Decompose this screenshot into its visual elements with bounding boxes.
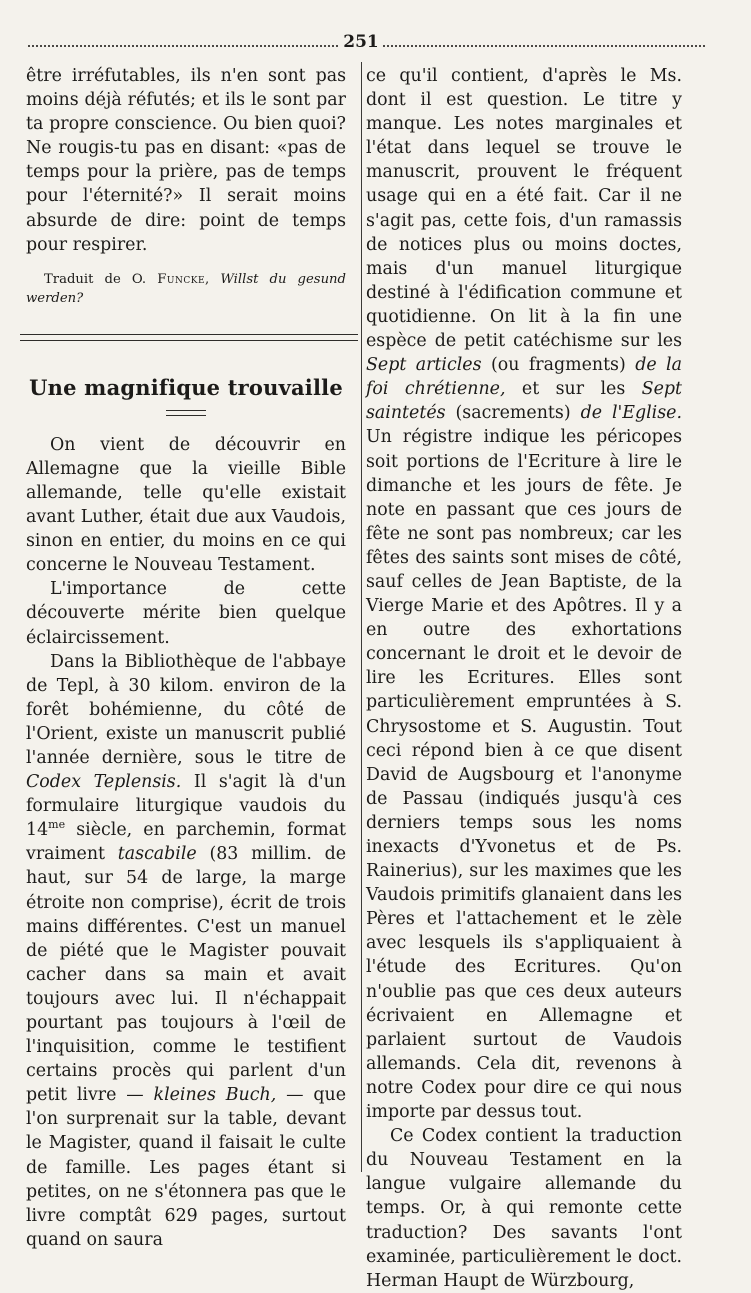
text-run: Un régistre indique les péricopes soit portions de l'Ecriture à lire le dimanche et les jours de fête. Je note en passant que ces jours de fête ne sont pas nombreux; car les fêtes des saints sont mises de côté, sauf celles de Jean Baptiste, de la Vierge Marie et des Apôtres. Il y a en outre des exhortations concernant le droit et le devoir de lire les Ecritures. Elles sont particulièrement empruntées à S. Chrysostome et S. Augustin. Tout ceci répond bien à ce que disent David de Augsbourg et l'anonyme de Passau (indiqués jusqu'à ces derniers temps sous les noms inexacts d'Yvonetus et de Ps. Rainerius), sur les maximes que les Vaudois primitifs glanaient dans les Pères et l'attachement et le zèle avec lesquels ils s'appliquaient à l'étude des Ecritures. Qu'on n'oublie pas que ces deux auteurs écrivaient en Allemagne et parlaient surtout de Vaudois allemands. Cela dit, revenons à notre Codex pour dire ce qui nous importe par dessus tout. xyxy=(366,427,682,1123)
page-header xyxy=(8,30,743,60)
header-rule-left xyxy=(28,45,338,47)
text-run: Sept articles xyxy=(366,355,482,376)
title-ornament xyxy=(166,410,206,416)
text-run: Sept saintetés xyxy=(366,379,682,424)
header-rule-right xyxy=(383,45,705,47)
attribution xyxy=(26,270,346,308)
text-run: siècle, en parchemin, format vraiment xyxy=(26,820,346,865)
text-run: Willst du gesund werden? xyxy=(26,271,346,306)
continued-paragraph xyxy=(26,64,346,257)
text-run: kleines Buch, xyxy=(153,1085,277,1106)
text-run: (83 millim. de haut, sur 54 de large, la marge étroite non comprise), écrit de trois mains différentes. C'est un manuel de piété que le Magister pouvait cacher dans sa main et avait toujours avec lui. Il n'échappait pourtant pas toujours à l'œil de l'inquisition, comme le testifient certains procès qui parlent d'un petit livre — xyxy=(26,844,346,1106)
text-run: L'importance de cette découverte mérite bien quelque éclaircissement. xyxy=(26,579,346,648)
paragraph xyxy=(26,650,346,1252)
text-run: (ou fragments) xyxy=(481,355,636,376)
text-run: , xyxy=(205,271,221,287)
right-column xyxy=(366,64,682,1293)
article-title: Une magnifique trouvaille xyxy=(29,374,343,400)
text-run: Codex Teplensis. xyxy=(26,772,182,793)
text-run: Il s'agit là d'un formulaire liturgique vaudois du 14 xyxy=(26,772,347,841)
page-number: 251 xyxy=(343,32,379,52)
text-run: (sacrements) xyxy=(445,403,581,424)
section-divider xyxy=(20,334,358,341)
text-run: être irréfutables, ils n'en sont pas moins déjà réfutés; et ils le sont par ta propre conscience. Ou bien quoi? Ne rougis-tu pas en disant: «pas de temps pour la prière, pas de temps pour l'éternité?» Il serait moins absurde de dire: point de temps pour respirer. xyxy=(26,66,346,255)
paragraph xyxy=(26,577,346,649)
text-run: de l'Eglise. xyxy=(580,403,682,424)
text-run: On vient de découvrir en Allemagne que la vieille Bible allemande, telle qu'elle existait avant Luther, était due aux Vaudois, sinon en entier, du moins en ce qui concerne le Nouveau Testament. xyxy=(26,434,346,576)
left-column xyxy=(26,64,346,1252)
text-run: ce qu'il contient, d'après le Ms. dont il est question. Le titre y manque. Les notes marginales et l'état dans lequel se trouve le manuscrit, prouvent le fréquent usage qui en a été fait. Car il ne s'agit pas, cette fois, d'un ramassis de notices plus ou moins doctes, mais d'un manuel liturgique destiné à l'édification commune et quotidienne. On lit à la fin une espèce de petit catéchisme sur les xyxy=(366,66,682,352)
paragraph xyxy=(26,433,346,578)
text-run: de la foi chrétienne, xyxy=(366,355,682,400)
text-run: me xyxy=(48,818,66,832)
text-run: — que l'on surprenait sur la table, devant le Magister, quand il faisait le culte de famille. Les pages étant si petites, on ne s'étonnera pas que le livre comptât 629 pages, surtout quand on saura xyxy=(26,1085,346,1250)
column-divider xyxy=(361,62,362,1172)
text-run: Dans la Bibliothèque de l'abbaye de Tepl, à 30 kilom. environ de la forêt bohémienne, du côté de l'Orient, existe un manuscrit publié l'année dernière, sous le titre de xyxy=(26,651,346,768)
text-run: tascabile xyxy=(117,844,197,865)
text-run: et sur les xyxy=(505,379,642,400)
paragraph xyxy=(366,1124,682,1293)
text-run: Ce Codex contient la traduction du Nouveau Testament en la langue vulgaire allemande du temps. Or, à qui remonte cette traduction? Des savants l'ont examinée, particulièrement le doct. Herman Haupt de Würzbourg, xyxy=(366,1126,682,1291)
text-run: Traduit de O. xyxy=(44,271,158,287)
text-run: Funcke xyxy=(157,271,206,287)
paragraph xyxy=(366,64,682,1124)
